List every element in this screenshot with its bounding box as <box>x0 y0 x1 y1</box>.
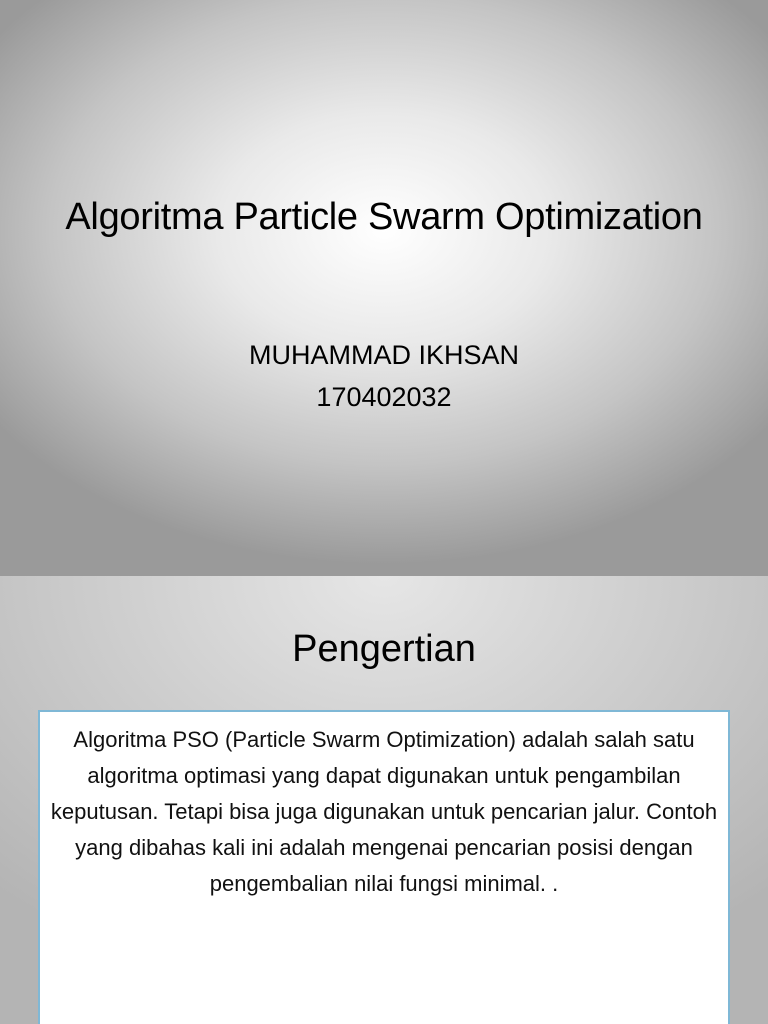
author-name: MUHAMMAD IKHSAN <box>248 340 519 370</box>
student-id: 170402032 <box>316 382 452 412</box>
slide-subtitle <box>100 334 668 418</box>
content-slide <box>0 576 768 1024</box>
text-box <box>38 710 730 1024</box>
body-text: Algoritma PSO (Particle Swarm Optimization) adalah salah satu algoritma optimasi yang dapat digunakan untuk pengambilan keputusan. Tetapi bisa juga digunakan untuk pencarian jalur. Contoh yang dibahas kali ini adalah mengenai pencarian posisi dengan pengembalian nilai fungsi minimal. . <box>50 727 718 896</box>
slide-title: Algoritma Particle Swarm Optimization <box>65 196 703 238</box>
section-heading: Pengertian <box>292 628 476 670</box>
